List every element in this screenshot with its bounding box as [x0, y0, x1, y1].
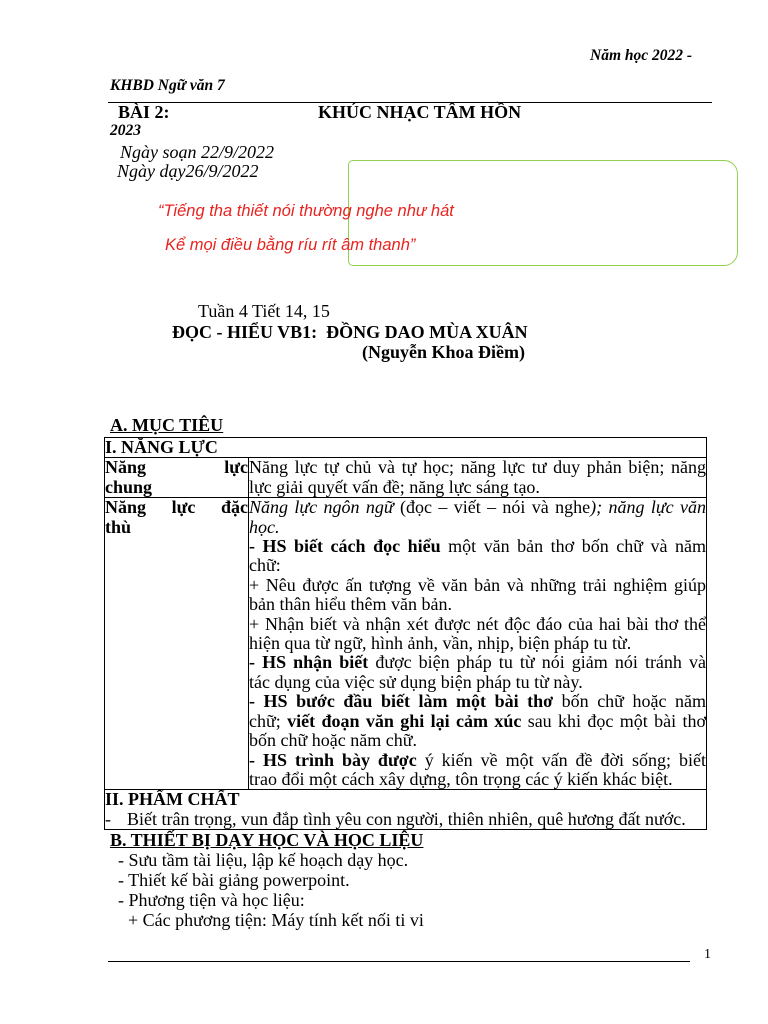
page-number: 1 [704, 947, 711, 962]
table-row [105, 438, 707, 458]
text-run: chữ; [249, 710, 288, 731]
content-line [249, 556, 706, 575]
text-run: bốn chữ hoặc năm chữ. [249, 730, 417, 751]
label-line: thù [105, 516, 132, 537]
header-subject: KHBD Ngữ văn 7 [110, 77, 225, 94]
session-title: ĐỌC - HIỂU VB1: ĐỒNG DAO MÙA XUÂN [172, 322, 528, 342]
lesson-label: BÀI 2: [118, 102, 170, 122]
content-line [249, 770, 706, 789]
label-line: chung [105, 476, 153, 497]
text-run: học. [249, 516, 280, 537]
competence-heading: I. NĂNG LỰC [105, 438, 707, 458]
general-competence-label [105, 458, 249, 498]
list-item: - Thiết kế bài giảng powerpoint. [118, 870, 350, 890]
text-run: sau khi đọc một bài thơ [521, 710, 707, 731]
session-schedule: Tuần 4 Tiết 14, 15 [198, 301, 330, 321]
specific-competence-content [249, 498, 707, 790]
section-b [110, 830, 710, 930]
content-line: lực giải quyết vấn đề; năng lực sáng tạo. [249, 476, 540, 497]
content-line [249, 634, 706, 653]
text-run: - HS trình bày được [249, 749, 417, 770]
bullet-dash: - [105, 808, 111, 829]
table-row [105, 458, 707, 498]
content-line [249, 692, 706, 711]
list-item: - Phương tiện và học liệu: [118, 890, 305, 910]
table-row [105, 790, 707, 830]
qualities-cell [105, 790, 707, 830]
table-row [105, 498, 707, 790]
content-line [249, 498, 706, 517]
content-line [249, 653, 706, 672]
content-line [249, 537, 706, 556]
content-line [249, 595, 706, 614]
content-line [249, 576, 706, 595]
label-line: Năng lực đặc [105, 497, 248, 518]
date-prepared: Ngày soạn 22/9/2022 [120, 142, 275, 162]
text-run: viết đoạn văn ghi lại cảm xúc [287, 710, 522, 731]
content-line [249, 518, 706, 537]
section-a-heading: A. MỤC TIÊU [110, 415, 224, 435]
text-run: ); năng lực văn [590, 497, 706, 518]
list-item: + Các phương tiện: Máy tính kết nối ti vi [128, 910, 424, 930]
text-run: Năng lực ngôn ngữ [249, 497, 401, 518]
content-line [249, 712, 706, 731]
text-run: - HS biết cách đọc hiểu [249, 536, 441, 557]
qualities-heading: II. PHẨM CHẤT [105, 789, 240, 810]
epigraph-line: “Tiếng tha thiết nói thường nghe như hát [158, 202, 454, 220]
text-run: hiện qua từ ngữ, hình ảnh, vần, nhịp, biện pháp tu từ. [249, 633, 632, 654]
text-run: + Nêu được ấn tượng về văn bản và những trải nghiệm giúp [249, 574, 706, 595]
qualities-text: Biết trân trọng, vun đắp tình yêu con người, thiên nhiên, quê hương đất nước. [127, 808, 686, 829]
text-run: - HS bước đầu biết làm một bài thơ [249, 691, 554, 712]
header-school-year: Năm học 2022 - [590, 47, 693, 64]
session-author: (Nguyễn Khoa Điềm) [362, 342, 525, 362]
lesson-title: KHÚC NHẠC TÂM HỒN [318, 102, 522, 122]
objectives-table [104, 437, 707, 830]
content-line: Năng lực tự chủ và tự học; năng lực tư duy phản biện; năng [249, 457, 706, 478]
content-line [249, 615, 706, 634]
section-b-heading: B. THIẾT BỊ DẠY HỌC VÀ HỌC LIỆU [110, 830, 424, 850]
date-taught: Ngày dạy26/9/2022 [117, 161, 259, 181]
content-line [249, 673, 706, 692]
epigraph-line: Kể mọi điều bằng ríu rít âm thanh” [165, 236, 416, 254]
list-item: - Sưu tầm tài liệu, lập kế hoạch dạy học. [118, 850, 409, 870]
text-run: chữ: [249, 555, 281, 576]
text-run: ý kiến về một vấn đề đời sống; biết [416, 749, 707, 770]
content-line [249, 731, 706, 750]
text-run: (đọc – viết – nói và nghe [400, 497, 591, 518]
text-run: - HS nhận biết [249, 652, 369, 673]
header-year-end: 2023 [110, 122, 141, 139]
content-line [249, 751, 706, 770]
text-run: + Nhận biết và nhận xét được nét độc đáo của hai bài thơ thể [249, 613, 706, 634]
specific-competence-label [105, 498, 249, 790]
qualities-item [105, 810, 706, 829]
general-competence-content [249, 458, 707, 498]
text-run: trao đổi một cách xây dựng, tôn trọng các ý kiến khác biệt. [249, 768, 673, 789]
text-run: bản thân hiểu thêm văn bản. [249, 594, 452, 615]
footer-rule [108, 961, 690, 962]
text-run: được biện pháp tu từ nói giảm nói tránh và [368, 652, 706, 673]
text-run: bốn chữ hoặc năm [553, 691, 706, 712]
label-line: Năng lực [105, 457, 248, 478]
text-run: tác dụng của việc sử dụng biện pháp tu từ này. [249, 671, 583, 692]
text-run: một văn bản thơ bốn chữ và năm [440, 536, 706, 557]
